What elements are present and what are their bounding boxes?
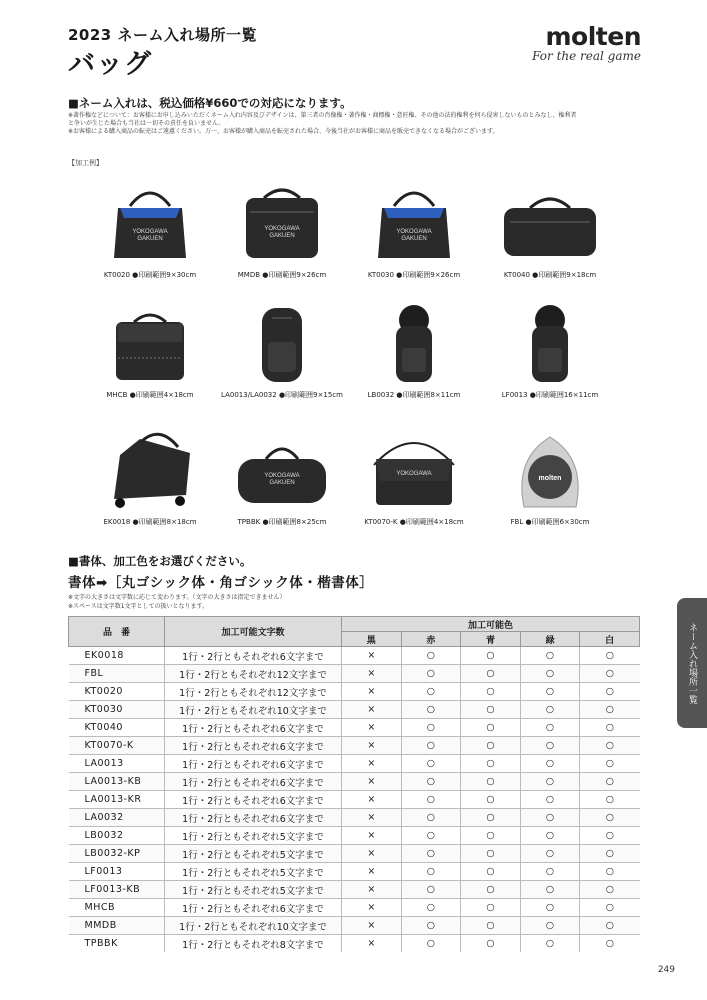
color-availability: × xyxy=(342,791,402,809)
svg-text:GAKUEN: GAKUEN xyxy=(269,233,295,239)
duffel-bag-icon xyxy=(490,178,610,266)
product-card xyxy=(480,425,620,527)
fine-print-line: ※お客様による購入商品の転売はご遠慮ください。万一、お客様が購入商品を転売された場合、今後当社がお客様に商品を販売できなくなる場合がございます。 xyxy=(68,128,499,135)
logo-wordmark: molten xyxy=(545,22,641,51)
svg-text:YOKOGAWA: YOKOGAWA xyxy=(264,226,300,232)
item-code: LA0013-KB xyxy=(69,773,165,791)
color-availability: ○ xyxy=(580,881,640,899)
product-card xyxy=(212,425,352,527)
item-code: KT0030 xyxy=(69,701,165,719)
color-availability: ○ xyxy=(401,917,461,935)
product-card xyxy=(480,298,620,400)
color-availability: ○ xyxy=(401,809,461,827)
char-limit: 1行・2行ともそれぞれ6文字まで xyxy=(165,737,342,755)
product-caption: FBL ●印刷範囲6×30cm xyxy=(510,518,590,526)
char-limit: 1行・2行ともそれぞれ10文字まで xyxy=(165,701,342,719)
product-card xyxy=(344,425,484,527)
price-notice: ■ネーム入れは、税込価格¥660での対応になります。 xyxy=(68,96,352,110)
product-card xyxy=(344,178,484,280)
table-row xyxy=(69,791,640,809)
item-code: KT0020 xyxy=(69,683,165,701)
char-limit: 1行・2行ともそれぞれ12文字まで xyxy=(165,683,342,701)
table-row xyxy=(69,881,640,899)
color-availability: × xyxy=(342,863,402,881)
product-caption: LA0013/LA0032 ●印刷範囲9×15cm xyxy=(221,391,343,399)
table-row xyxy=(69,683,640,701)
item-code: LB0032-KP xyxy=(69,845,165,863)
product-caption: EK0018 ●印刷範囲8×18cm xyxy=(103,518,197,526)
brand-logo xyxy=(532,22,641,63)
color-availability: ○ xyxy=(580,791,640,809)
item-code: LB0032 xyxy=(69,827,165,845)
color-availability: × xyxy=(342,755,402,773)
color-availability: ○ xyxy=(520,881,580,899)
table-row xyxy=(69,647,640,665)
tote-bag-icon xyxy=(90,178,210,266)
color-availability: ○ xyxy=(401,755,461,773)
color-availability: ○ xyxy=(461,899,521,917)
table-row xyxy=(69,845,640,863)
char-limit: 1行・2行ともそれぞれ5文字まで xyxy=(165,845,342,863)
col-item-header: 品 番 xyxy=(69,617,165,647)
svg-text:YOKOGAWA: YOKOGAWA xyxy=(396,471,432,477)
color-availability: × xyxy=(342,773,402,791)
color-availability: × xyxy=(342,665,402,683)
product-caption: KT0030 ●印刷範囲9×26cm xyxy=(367,271,461,279)
note-line: ※文字の大きさは文字数に応じて変わります。（文字の大きさは指定できません） xyxy=(68,594,286,601)
char-limit: 1行・2行ともそれぞれ6文字まで xyxy=(165,791,342,809)
item-code: LA0032 xyxy=(69,809,165,827)
product-card xyxy=(344,298,484,400)
color-availability: ○ xyxy=(461,773,521,791)
color-availability: × xyxy=(342,845,402,863)
color-availability: ○ xyxy=(401,827,461,845)
svg-text:YOKOGAWA: YOKOGAWA xyxy=(132,229,168,235)
color-availability: ○ xyxy=(580,701,640,719)
svg-text:GAKUEN: GAKUEN xyxy=(401,236,427,242)
product-caption: KT0020 ●印刷範囲9×30cm xyxy=(103,271,197,279)
char-limit: 1行・2行ともそれぞれ12文字まで xyxy=(165,665,342,683)
color-availability: ○ xyxy=(401,845,461,863)
product-card xyxy=(80,178,220,280)
item-code: MHCB xyxy=(69,899,165,917)
spec-table xyxy=(68,616,640,952)
table-row xyxy=(69,737,640,755)
color-availability: ○ xyxy=(461,791,521,809)
color-availability: ○ xyxy=(401,899,461,917)
product-caption: KT0070-K ●印刷範囲4×18cm xyxy=(364,518,464,526)
color-availability: ○ xyxy=(580,719,640,737)
cooler-bag-icon xyxy=(90,298,210,386)
page-number: 249 xyxy=(657,965,675,975)
font-options: 書体➡［丸ゴシック体・角ゴシック体・楷書体］ xyxy=(68,575,374,591)
char-limit: 1行・2行ともそれぞれ6文字まで xyxy=(165,755,342,773)
color-availability: ○ xyxy=(401,935,461,953)
fine-print-line: と争いが生じた場合も当社は一切その責任を負いません。 xyxy=(68,120,225,127)
color-availability: ○ xyxy=(580,935,640,953)
product-caption: KT0040 ●印刷範囲9×18cm xyxy=(503,271,597,279)
color-availability: ○ xyxy=(580,665,640,683)
color-availability: × xyxy=(342,701,402,719)
color-availability: × xyxy=(342,935,402,953)
color-availability: ○ xyxy=(520,737,580,755)
table-row xyxy=(69,827,640,845)
color-availability: ○ xyxy=(461,719,521,737)
logo-tagline: For the real game xyxy=(532,49,641,63)
color-availability: × xyxy=(342,737,402,755)
color-availability: ○ xyxy=(520,701,580,719)
char-limit: 1行・2行ともそれぞれ6文字まで xyxy=(165,647,342,665)
color-availability: ○ xyxy=(461,665,521,683)
color-availability: × xyxy=(342,827,402,845)
color-availability: ○ xyxy=(461,881,521,899)
table-row xyxy=(69,809,640,827)
char-limit: 1行・2行ともそれぞれ5文字まで xyxy=(165,827,342,845)
tote-bag-icon xyxy=(354,178,474,266)
color-availability: ○ xyxy=(401,773,461,791)
color-availability: ○ xyxy=(461,701,521,719)
char-limit: 1行・2行ともそれぞれ6文字まで xyxy=(165,773,342,791)
color-availability: ○ xyxy=(580,737,640,755)
item-code: KT0070-K xyxy=(69,737,165,755)
color-availability: × xyxy=(342,881,402,899)
color-availability: ○ xyxy=(401,701,461,719)
item-code: LF0013-KB xyxy=(69,881,165,899)
color-availability: ○ xyxy=(520,647,580,665)
messenger-bag-icon xyxy=(354,425,474,513)
color-availability: × xyxy=(342,683,402,701)
ball-bag-icon xyxy=(490,425,610,513)
table-row xyxy=(69,665,640,683)
product-caption: MMDB ●印刷範囲9×26cm xyxy=(237,271,327,279)
boston-bag-icon xyxy=(222,425,342,513)
color-availability: ○ xyxy=(520,899,580,917)
char-limit: 1行・2行ともそれぞれ8文字まで xyxy=(165,935,342,953)
ball-backpack-icon xyxy=(490,298,610,386)
color-availability: ○ xyxy=(520,809,580,827)
product-card xyxy=(480,178,620,280)
svg-text:GAKUEN: GAKUEN xyxy=(137,236,163,242)
color-header: 青 xyxy=(461,632,521,647)
color-availability: ○ xyxy=(580,773,640,791)
table-row xyxy=(69,755,640,773)
color-availability: ○ xyxy=(520,935,580,953)
color-availability: × xyxy=(342,647,402,665)
backpack-icon xyxy=(222,298,342,386)
color-availability: ○ xyxy=(580,917,640,935)
color-availability: ○ xyxy=(461,683,521,701)
product-card xyxy=(80,425,220,527)
color-availability: ○ xyxy=(461,737,521,755)
color-availability: ○ xyxy=(461,845,521,863)
svg-text:YOKOGAWA: YOKOGAWA xyxy=(264,473,300,479)
item-code: TPBBK xyxy=(69,935,165,953)
svg-text:molten: molten xyxy=(538,475,562,482)
product-caption: TPBBK ●印刷範囲8×25cm xyxy=(237,518,327,526)
color-availability: ○ xyxy=(401,881,461,899)
color-availability: ○ xyxy=(520,755,580,773)
color-availability: ○ xyxy=(461,827,521,845)
color-header: 赤 xyxy=(401,632,461,647)
color-availability: ○ xyxy=(580,647,640,665)
table-header-row xyxy=(69,617,640,632)
note-line: ※スペースは文字数1文字としての扱いとなります。 xyxy=(68,603,209,610)
color-availability: ○ xyxy=(520,917,580,935)
table-row xyxy=(69,701,640,719)
svg-text:GAKUEN: GAKUEN xyxy=(269,480,295,486)
item-code: LF0013 xyxy=(69,863,165,881)
color-availability: ○ xyxy=(461,809,521,827)
product-caption: LF0013 ●印刷範囲16×11cm xyxy=(501,391,599,399)
color-availability: ○ xyxy=(520,683,580,701)
table-row xyxy=(69,719,640,737)
wheeled-bag-icon xyxy=(90,425,210,513)
color-header: 緑 xyxy=(520,632,580,647)
section-heading: ■書体、加工色をお選びください。 xyxy=(68,554,252,568)
shoulder-bag-icon xyxy=(222,178,342,266)
table-row xyxy=(69,899,640,917)
color-availability: ○ xyxy=(401,863,461,881)
example-label: 【加工例】 xyxy=(68,159,103,167)
color-availability: ○ xyxy=(461,863,521,881)
col-chars-header: 加工可能文字数 xyxy=(165,617,342,647)
color-availability: ○ xyxy=(401,683,461,701)
color-availability: × xyxy=(342,719,402,737)
color-availability: ○ xyxy=(461,755,521,773)
product-caption: MHCB ●印刷範囲4×18cm xyxy=(106,391,194,399)
table-row xyxy=(69,917,640,935)
col-colors-header: 加工可能色 xyxy=(342,617,640,632)
item-code: LA0013-KR xyxy=(69,791,165,809)
color-availability: ○ xyxy=(520,863,580,881)
color-availability: ○ xyxy=(401,719,461,737)
color-availability: ○ xyxy=(401,737,461,755)
table-row xyxy=(69,773,640,791)
color-availability: ○ xyxy=(401,665,461,683)
char-limit: 1行・2行ともそれぞれ10文字まで xyxy=(165,917,342,935)
color-availability: ○ xyxy=(580,809,640,827)
product-caption: LB0032 ●印刷範囲8×11cm xyxy=(367,391,461,399)
item-code: MMDB xyxy=(69,917,165,935)
item-code: FBL xyxy=(69,665,165,683)
color-availability: ○ xyxy=(580,755,640,773)
color-availability: ○ xyxy=(580,863,640,881)
color-availability: ○ xyxy=(580,845,640,863)
color-availability: ○ xyxy=(520,719,580,737)
item-code: EK0018 xyxy=(69,647,165,665)
product-card xyxy=(80,298,220,400)
color-availability: ○ xyxy=(461,935,521,953)
page-title: バッグ xyxy=(68,49,152,80)
page-subtitle: 2023 ネーム入れ場所一覧 xyxy=(68,26,257,44)
color-header: 白 xyxy=(580,632,640,647)
color-availability: ○ xyxy=(520,665,580,683)
product-card xyxy=(212,298,352,400)
color-availability: × xyxy=(342,917,402,935)
char-limit: 1行・2行ともそれぞれ5文字まで xyxy=(165,881,342,899)
color-availability: ○ xyxy=(580,683,640,701)
table-row xyxy=(69,863,640,881)
char-limit: 1行・2行ともそれぞれ6文字まで xyxy=(165,899,342,917)
color-availability: ○ xyxy=(580,899,640,917)
color-header: 黒 xyxy=(342,632,402,647)
color-availability: ○ xyxy=(580,827,640,845)
item-code: LA0013 xyxy=(69,755,165,773)
color-availability: ○ xyxy=(401,791,461,809)
char-limit: 1行・2行ともそれぞれ5文字まで xyxy=(165,863,342,881)
table-row xyxy=(69,935,640,953)
svg-text:YOKOGAWA: YOKOGAWA xyxy=(396,229,432,235)
color-availability: ○ xyxy=(520,827,580,845)
fine-print-line: ※著作権などについて：お客様にお申し込みいただくネーム入れ内容及びデザインは、第三者の肖像権・著作権・商標権・意匠権、その他の法的権利を何ら侵害しないものとみなし、権利者 xyxy=(68,112,577,119)
ball-backpack-icon xyxy=(354,298,474,386)
char-limit: 1行・2行ともそれぞれ6文字まで xyxy=(165,719,342,737)
color-availability: × xyxy=(342,899,402,917)
color-availability: × xyxy=(342,809,402,827)
color-availability: ○ xyxy=(401,647,461,665)
color-availability: ○ xyxy=(520,845,580,863)
product-card xyxy=(212,178,352,280)
char-limit: 1行・2行ともそれぞれ6文字まで xyxy=(165,809,342,827)
item-code: KT0040 xyxy=(69,719,165,737)
color-availability: ○ xyxy=(461,917,521,935)
side-index-tab[interactable]: ネーム入れ場所一覧 xyxy=(677,598,707,728)
color-availability: ○ xyxy=(520,773,580,791)
color-availability: ○ xyxy=(461,647,521,665)
color-availability: ○ xyxy=(520,791,580,809)
